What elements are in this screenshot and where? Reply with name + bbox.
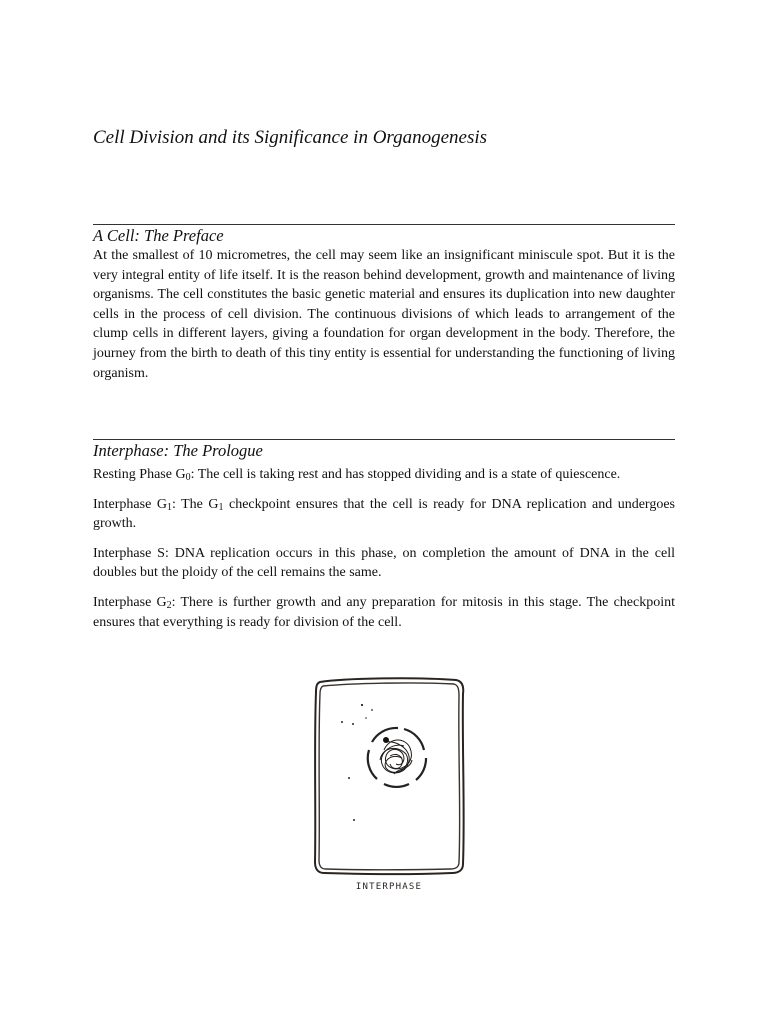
phase-subscript: 1 xyxy=(218,501,224,513)
figure-caption: INTERPHASE xyxy=(355,882,423,892)
nucleolus-dot xyxy=(383,737,389,743)
phase-text: checkpoint ensures that the cell is ready for DNA replication and undergoes growth. xyxy=(93,496,676,532)
phase-s-paragraph xyxy=(93,544,675,583)
document-title: Cell Division and its Significance in Organogenesis xyxy=(93,127,488,148)
phase-subscript: 2 xyxy=(166,599,172,611)
interphase-cell-drawing xyxy=(306,672,472,898)
chromatin-tangle xyxy=(380,740,412,774)
phase-g2-paragraph xyxy=(93,593,675,632)
phase-list xyxy=(93,465,675,632)
phase-text: : The cell is taking rest and has stopped dividing and is a state of quiescence. xyxy=(190,467,621,482)
section-interphase xyxy=(93,439,675,632)
section-heading-interphase: Interphase: The Prologue xyxy=(93,441,263,460)
section-preface xyxy=(93,224,675,383)
phase-text: : The G xyxy=(171,496,219,512)
phase-subscript: 0 xyxy=(185,472,191,483)
phase-subscript: 1 xyxy=(166,501,172,513)
phase-label: Interphase S xyxy=(93,545,165,561)
phase-label: Interphase G xyxy=(93,594,167,610)
section-heading-preface: A Cell: The Preface xyxy=(93,226,224,245)
cell-membrane-outline xyxy=(315,678,464,874)
nuclear-envelope xyxy=(368,728,426,787)
preface-paragraph: At the smallest of 10 micrometres, the cell may seem like an insignificant miniscule spot. But it is the very integral entity of life itself. It is the reason behind development, growth and maintenance of living organisms. The cell constitutes the basic genetic material and ensures its duplication into new daughter cells in the process of cell division. The continuous divisions of which leads to arrangement of the clump cells in different layers, giving a foundation for organ development in the body. Therefore, the journey from the birth to death of this tiny entity is essential for understanding the functioning of living organism. xyxy=(93,248,675,381)
phase-g1-paragraph xyxy=(93,495,675,534)
interphase-cell-figure xyxy=(306,672,472,898)
cell-wall-inner-outline xyxy=(319,683,460,870)
phase-label: Interphase G xyxy=(93,496,167,512)
phase-label: Resting Phase G xyxy=(93,467,186,482)
phase-g0-paragraph xyxy=(93,465,675,485)
phase-text: : There is further growth and any preparation for mitosis in this stage. The checkpoint ensures that everything is ready for division of the cell. xyxy=(93,594,676,630)
phase-text: : DNA replication occurs in this phase, on completion the amount of DNA in the cell doubles but the ploidy of the cell remains the same. xyxy=(93,545,675,581)
